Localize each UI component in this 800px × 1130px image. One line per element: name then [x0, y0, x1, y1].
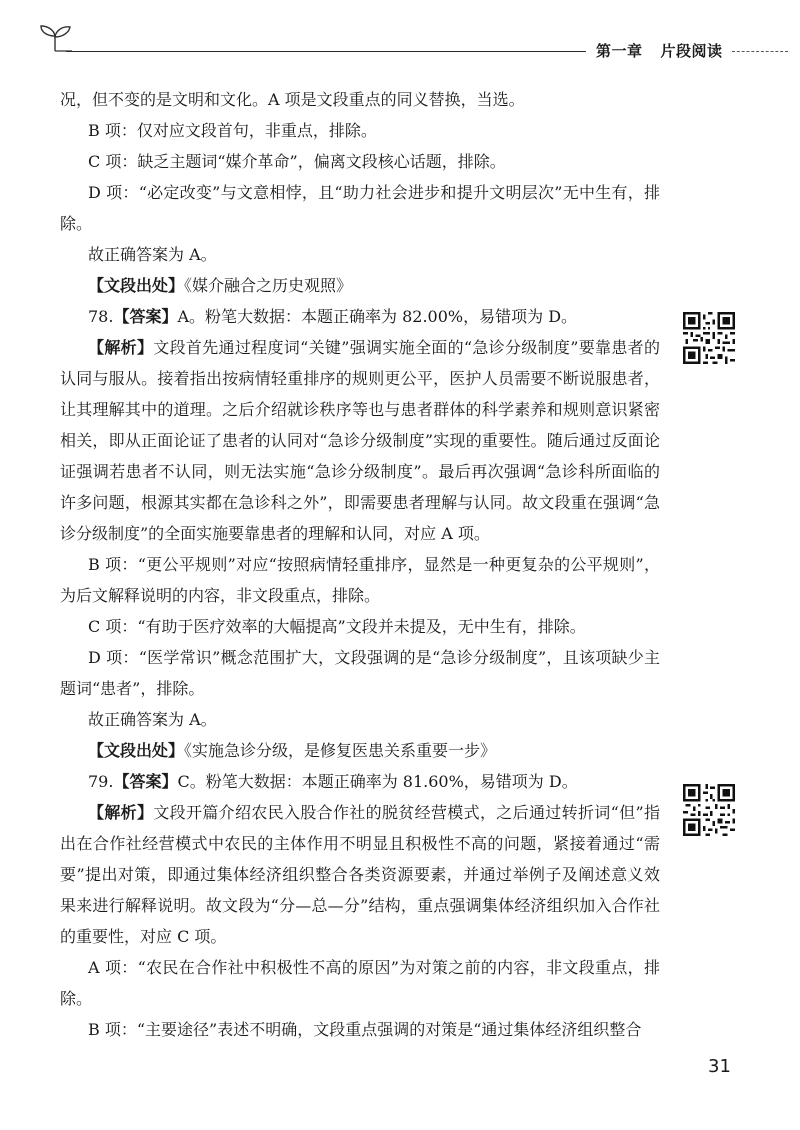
paragraph: D 项：“必定改变”与文意相悖，且“助力社会进步和提升文明层次”无中生有，排除。 — [60, 183, 660, 233]
page-number: 31 — [708, 1056, 731, 1077]
source-line: 【文段出处】《媒介融合之历史观照》 — [88, 276, 353, 295]
paragraph: C 项：缺乏主题词“媒介革命”，偏离文段核心话题，排除。 — [88, 152, 506, 171]
paragraph: C 项：“有助于医疗效率的大幅提高”文段并未提及，无中生有，排除。 — [88, 617, 586, 636]
question-number: 78. — [88, 307, 114, 326]
question-number: 79. — [88, 772, 114, 791]
source-label: 【文段出处】 — [88, 276, 185, 295]
paragraph: 故正确答案为 A。 — [88, 245, 217, 264]
qr-code-icon[interactable] — [683, 312, 735, 364]
analysis-paragraph: 【解析】文段开篇介绍农民入股合作社的脱贫经营模式，之后通过转折词“但”指出在合作社经营模式中农民的主体作用不明显且积极性不高的问题，紧接着通过“需要”提出对策，即通过集体经济组织整合各类资源要素，并通过举例子及阐述意义效果来进行解释说明。故文段为“分—总—分”结构，重点强调集体经济组织加入合作社的重要性，对应 C 项。 — [60, 803, 660, 946]
header-rule-dashed — [732, 51, 788, 52]
chapter-title — [596, 40, 723, 61]
section-label: 片段阅读 — [660, 42, 723, 60]
source-line: 【文段出处】《实施急诊分级，是修复医患关系重要一步》 — [88, 741, 497, 760]
paragraph: D 项：“医学常识”概念范围扩大，文段强调的是“急诊分级制度”，且该项缺少主题词“患者”，排除。 — [60, 648, 660, 698]
header-rule — [66, 51, 586, 52]
paragraph: B 项：仅对应文段首句，非重点，排除。 — [88, 121, 377, 140]
analysis-paragraph: 【解析】文段首先通过程度词“关键”强调实施全面的“急诊分级制度”要靠患者的认同与服从。接着指出按病情轻重排序的规则更公平，医护人员需要不断说服患者，让其理解其中的道理。之后介绍就诊秩序等也与患者群体的科学素养和规则意识紧密相关，即从正面论证了患者的认同对“急诊分级制度”实现的重要性。随后通过反面论证强调若患者不认同，则无法实施“急诊分级制度”。最后再次强调“急诊科所面临的许多问题，根源其实都在急诊科之外”，即需要患者理解与认同。故文段重在强调“急诊分级制度”的全面实施要靠患者的理解和认同，对应 A 项。 — [60, 338, 660, 543]
paragraph: B 项：“更公平规则”对应“按照病情轻重排序，显然是一种更复杂的公平规则”，为后文解释说明的内容，非文段重点，排除。 — [60, 555, 660, 605]
analysis-label: 【解析】 — [88, 338, 154, 357]
paragraph: B 项：“主要途径”表述不明确，文段重点强调的对策是“通过集体经济组织整合 — [88, 1020, 642, 1039]
answer-line: 78.【答案】A。粉笔大数据：本题正确率为 82.00%，易错项为 D。 — [88, 307, 578, 326]
sprout-icon — [38, 24, 72, 52]
source-label: 【文段出处】 — [88, 741, 185, 760]
chapter-label: 第一章 — [596, 42, 643, 60]
answer-label: 【答案】 — [113, 307, 178, 326]
qr-code-icon[interactable] — [683, 784, 735, 836]
analysis-label: 【解析】 — [88, 803, 154, 822]
paragraph: A 项：“农民在合作社中积极性不高的原因”为对策之前的内容，非文段重点，排除。 — [60, 958, 660, 1008]
answer-line: 79.【答案】C。粉笔大数据：本题正确率为 81.60%，易错项为 D。 — [88, 772, 578, 791]
page-header — [0, 0, 800, 70]
answer-label: 【答案】 — [113, 772, 178, 791]
paragraph: 故正确答案为 A。 — [88, 710, 217, 729]
paragraph: 况，但不变的是文明和文化。A 项是文段重点的同义替换，当选。 — [60, 90, 525, 109]
page-body — [60, 84, 660, 1045]
